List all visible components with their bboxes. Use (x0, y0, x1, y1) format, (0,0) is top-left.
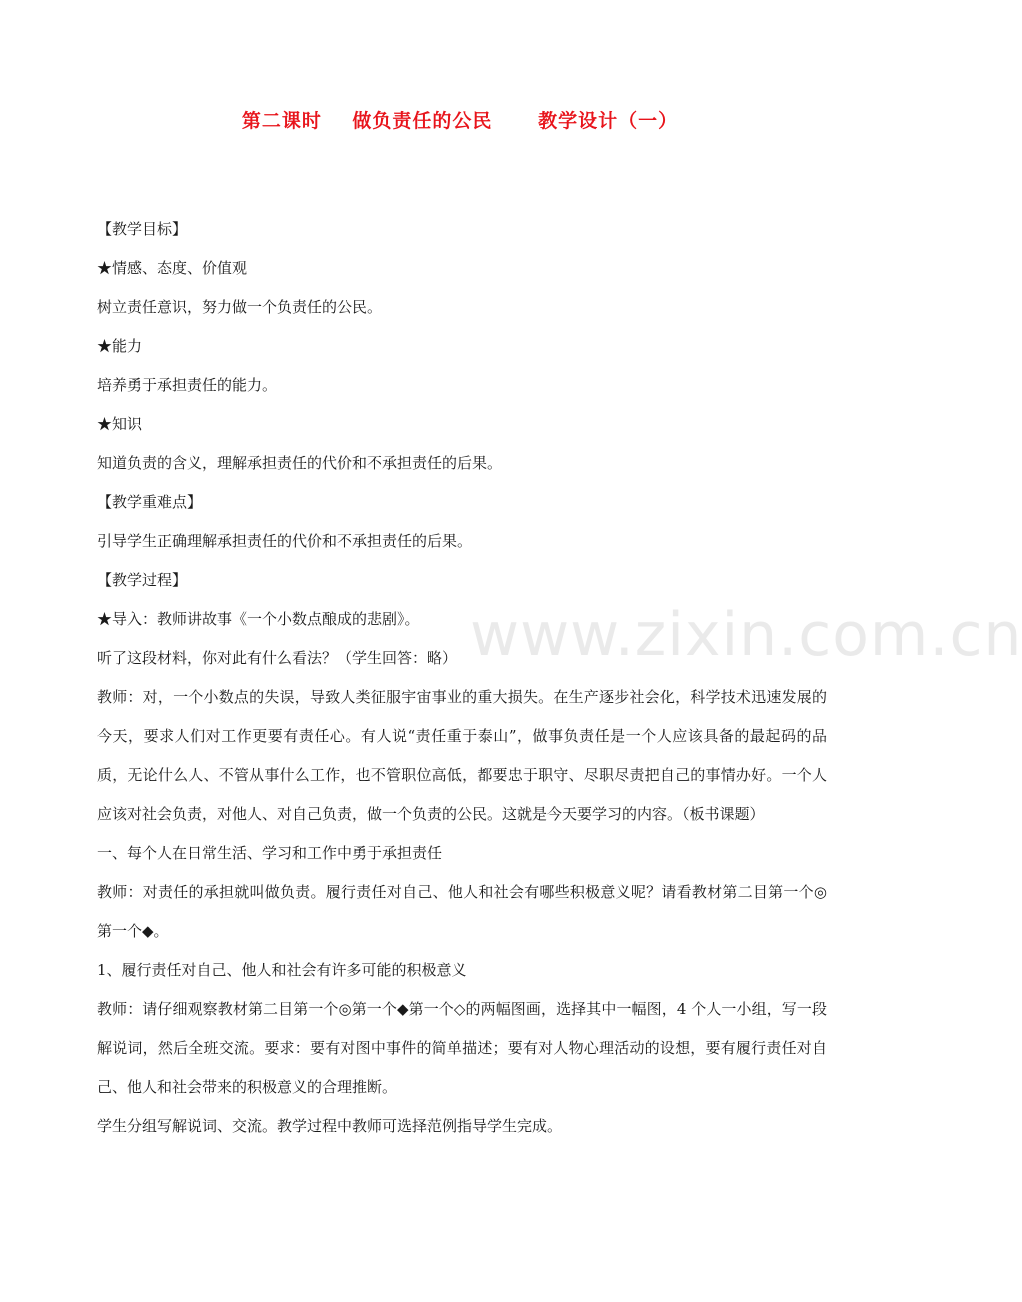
paragraph: 培养勇于承担责任的能力。 (97, 376, 278, 394)
watermark: www.zixin.com.cn (470, 600, 1022, 670)
section-heading-key-points: 【教学重难点】 (97, 493, 203, 511)
subheading-emotion-attitude-values: ★情感、态度、价值观 (97, 259, 248, 277)
numbered-heading: 一、每个人在日常生活、学习和工作中勇于承担责任 (97, 844, 443, 862)
document-title: 第二课时 做负责任的公民 教学设计（一） (241, 110, 679, 132)
document-body (97, 210, 827, 1146)
paragraph: 教师：对责任的承担就叫做负责。履行责任对自己、他人和社会有哪些积极意义呢？请看教材第二目第一个◎第一个◆。 (97, 883, 827, 940)
subheading-ability: ★能力 (97, 337, 143, 355)
paragraph: 听了这段材料，你对此有什么看法？（学生回答：略） (97, 649, 458, 667)
paragraph: 树立责任意识，努力做一个负责任的公民。 (97, 298, 383, 316)
subheading-knowledge: ★知识 (97, 415, 143, 433)
paragraph: 知道负责的含义，理解承担责任的代价和不承担责任的后果。 (97, 454, 503, 472)
paragraph: 教师：请仔细观察教材第二目第一个◎第一个◆第一个◇的两幅图画，选择其中一幅图，4 个人一小组，写一段解说词，然后全班交流。要求：要有对图中事件的简单描述；要有对人物心理活动的设想，要有履行责任对自己、他人和社会带来的积极意义的合理推断。 (97, 1000, 827, 1096)
section-heading-process: 【教学过程】 (97, 571, 188, 589)
paragraph: 教师：对，一个小数点的失误，导致人类征服宇宙事业的重大损失。在生产逐步社会化，科学技术迅速发展的今天，要求人们对工作更要有责任心。有人说“责任重于泰山”，做事负责任是一个人应该具备的最起码的品质，无论什么人、不管从事什么工作，也不管职位高低，都要忠于职守、尽职尽责把自己的事情办好。一个人应该对社会负责，对他人、对自己负责，做一个负责的公民。这就是今天要学习的内容。（板书课题） (97, 688, 827, 823)
subheading-introduction: ★导入：教师讲故事《一个小数点酿成的悲剧》。 (97, 610, 420, 628)
numbered-subheading: 1、履行责任对自己、他人和社会有许多可能的积极意义 (97, 961, 467, 979)
section-heading-objectives: 【教学目标】 (97, 220, 188, 238)
paragraph: 引导学生正确理解承担责任的代价和不承担责任的后果。 (97, 532, 473, 550)
paragraph: 学生分组写解说词、交流。教学过程中教师可选择范例指导学生完成。 (97, 1117, 563, 1135)
